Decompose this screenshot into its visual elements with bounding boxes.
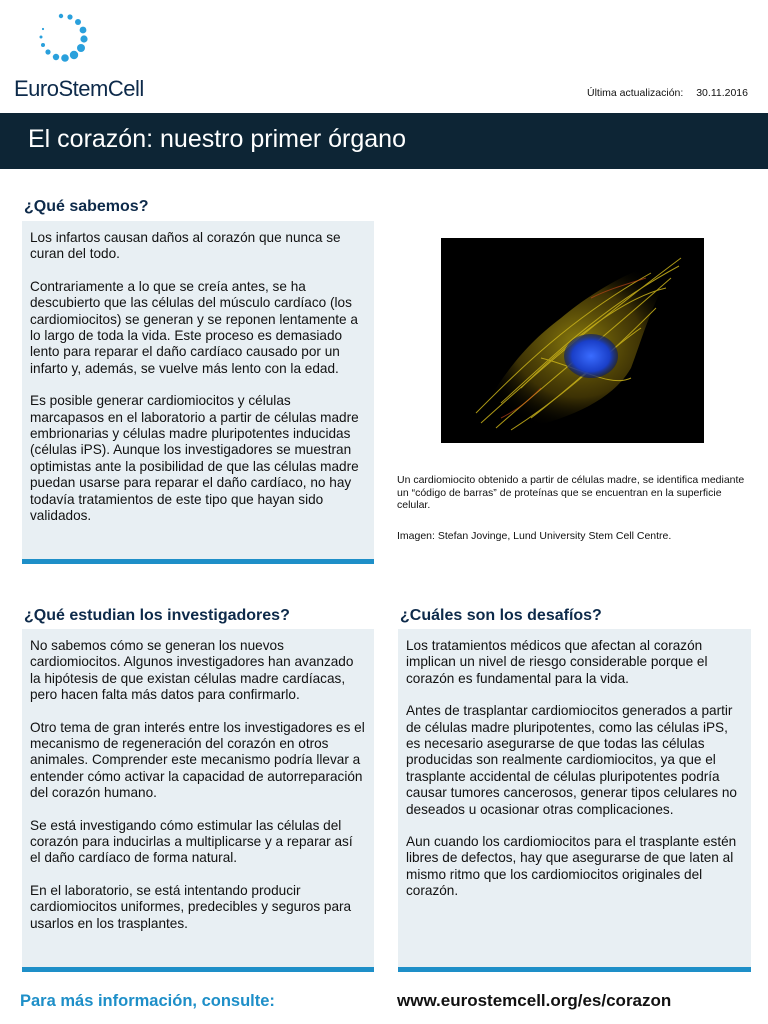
section-heading-what-we-know: ¿Qué sabemos? [24, 198, 149, 215]
paragraph: Los infartos causan daños al corazón que nunca se curan del todo. [30, 230, 341, 262]
challenges-box [398, 629, 751, 972]
title-bar [0, 113, 768, 169]
more-info-url[interactable]: www.eurostemcell.org/es/corazon [397, 991, 672, 1010]
dots-ring-icon [28, 12, 102, 74]
figure-credit: Imagen: Stefan Jovinge, Lund University Stem Cell Centre. [397, 530, 672, 542]
paragraph: No sabemos cómo se generan los nuevos cardiomiocitos. Algunos investigadores han avanzado la hipótesis de que existan células madre cardíacas, pero hacen falta más datos para confirmarlo. [30, 638, 354, 703]
research-box [22, 629, 374, 972]
paragraph: Antes de trasplantar cardiomiocitos generados a partir de células madre pluripotentes, como las células iPS, es necesario asegurarse de que todas las células producidas son realmente cardiomiocitos, ya que el trasplante accidental de células pluripotentes podría causar tumores cancerosos, generar tipos celulares no deseados u ocasionar otras complicaciones. [406, 703, 737, 817]
paragraph: Es posible generar cardiomiocitos y células marcapasos en el laboratorio a partir de células madre embrionarias y células madre pluripotentes inducidas (células iPS). Aunque los investigadores se muestran optimistas ante la posibilidad de que las células madre puedan usarse para reparar el daño cardíaco, no hay todavía tratamientos de este tipo que hayan sido validados. [30, 393, 359, 524]
figure-caption: Un cardiomiocito obtenido a partir de células madre, se identifica mediante un “código de barras” de proteínas que se encuentran en la superficie celular. [397, 474, 745, 512]
paragraph: Se está investigando cómo estimular las células del corazón para inducirlas a multiplicarse y a reparar así el daño cardíaco de forma natural. [30, 817, 353, 866]
updated-label: Última actualización: [587, 87, 684, 99]
logo-text: EuroStemCell [14, 76, 144, 101]
last-updated [587, 87, 748, 99]
paragraph: Aun cuando los cardiomiocitos para el trasplante estén libres de defectos, hay que asegurarse de que laten al mismo ritmo que los cardiomiocitos originales del corazón. [406, 834, 737, 899]
what-we-know-box [22, 221, 374, 564]
updated-date: 30.11.2016 [696, 87, 748, 99]
section-heading-research: ¿Qué estudian los investigadores? [24, 607, 290, 624]
paragraph: Los tratamientos médicos que afectan al corazón implican un nivel de riesgo considerable porque el corazón es fundamental para la vida. [406, 638, 708, 686]
paragraph: Otro tema de gran interés entre los investigadores es el mecanismo de regeneración del corazón en otros animales. Comprender este mecanismo podría llevar a entender cómo activar la capacidad de autorreparación del corazón humano. [30, 719, 365, 801]
more-info-label: Para más información, consulte: [20, 992, 275, 1010]
cardiomyocyte-image [441, 238, 704, 443]
section-heading-challenges: ¿Cuáles son los desafíos? [400, 607, 602, 624]
paragraph: Contrariamente a lo que se creía antes, se ha descubierto que las células del músculo cardíaco (los cardiomiocitos) se generan y se reponen lentamente a lo largo de toda la vida. Este proceso es demasiado lento para reparar el daño cardíaco causado por un infarto y, además, se vuelve más lento con la edad. [30, 278, 358, 376]
paragraph: En el laboratorio, se está intentando producir cardiomiocitos uniformes, predecibles y seguros para usarlos en los trasplantes. [30, 882, 352, 931]
eurostemcell-logo[interactable] [14, 12, 164, 101]
page-title: El corazón: nuestro primer órgano [28, 125, 406, 153]
